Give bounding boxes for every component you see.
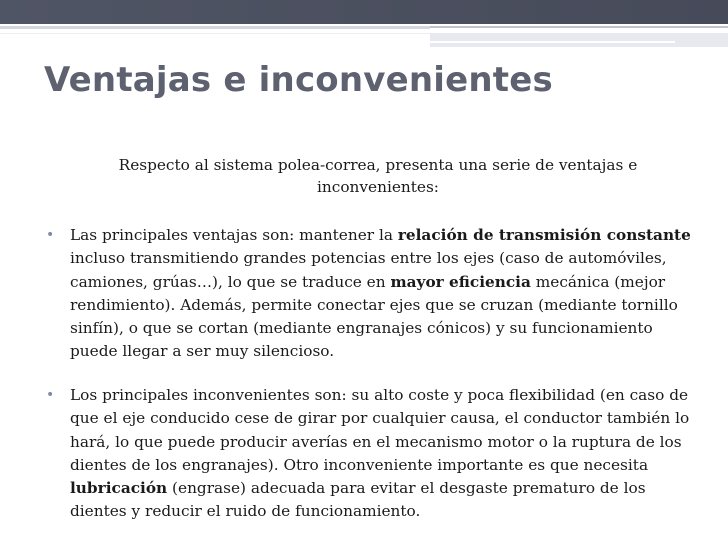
slide-intro: Respecto al sistema polea-correa, presenta una serie de ventajas e inconvenientes: — [118, 156, 638, 196]
text-segment: (engrase) adecuada para evitar el desgaste prematuro de los dientes y reducir el ruido de funcionamiento. — [70, 479, 646, 521]
header-accent-line — [430, 41, 675, 43]
bullet-marker: • — [46, 227, 55, 243]
header-accent-line — [0, 26, 430, 29]
bullet-item — [46, 224, 696, 364]
header-accent-block — [430, 33, 728, 47]
bullet-text — [70, 224, 696, 364]
bullet-item — [46, 384, 696, 524]
text-segment: Los principales inconvenientes son: su alto coste y poca flexibilidad (en caso de que el eje conducido cese de girar por cualquier causa, el conductor también lo hará, lo que puede producir averías en el mecanismo motor o la ruptura de los dientes de los engranajes). Otro inconveniente importante es que necesita — [70, 386, 690, 474]
header-accent-line — [0, 33, 430, 34]
header-band-shade — [0, 0, 728, 24]
text-segment: Las principales ventajas son: mantener la — [70, 226, 398, 244]
text-segment: mecánica (mejor rendimiento). Además, permite conectar ejes que se cruzan (mediante tornillo sinfín), o que se cortan (mediante engranajes cónicos) y su funcionamiento puede llegar a ser muy silencioso. — [70, 272, 678, 361]
header-accent-line — [430, 26, 728, 28]
bullet-text — [70, 384, 696, 524]
slide-title: Ventajas e inconvenientes — [44, 60, 553, 100]
bold-term: relación de transmisión constante — [397, 226, 691, 244]
bullet-marker: • — [46, 387, 55, 403]
header-band — [0, 0, 728, 24]
bold-term: mayor eficiencia — [390, 272, 531, 291]
text-segment: incluso transmitiendo grandes potencias entre los ejes (caso de automóviles, camiones, grúas…), lo que se traduce en — [70, 249, 667, 291]
bold-term: lubricación — [70, 479, 168, 498]
